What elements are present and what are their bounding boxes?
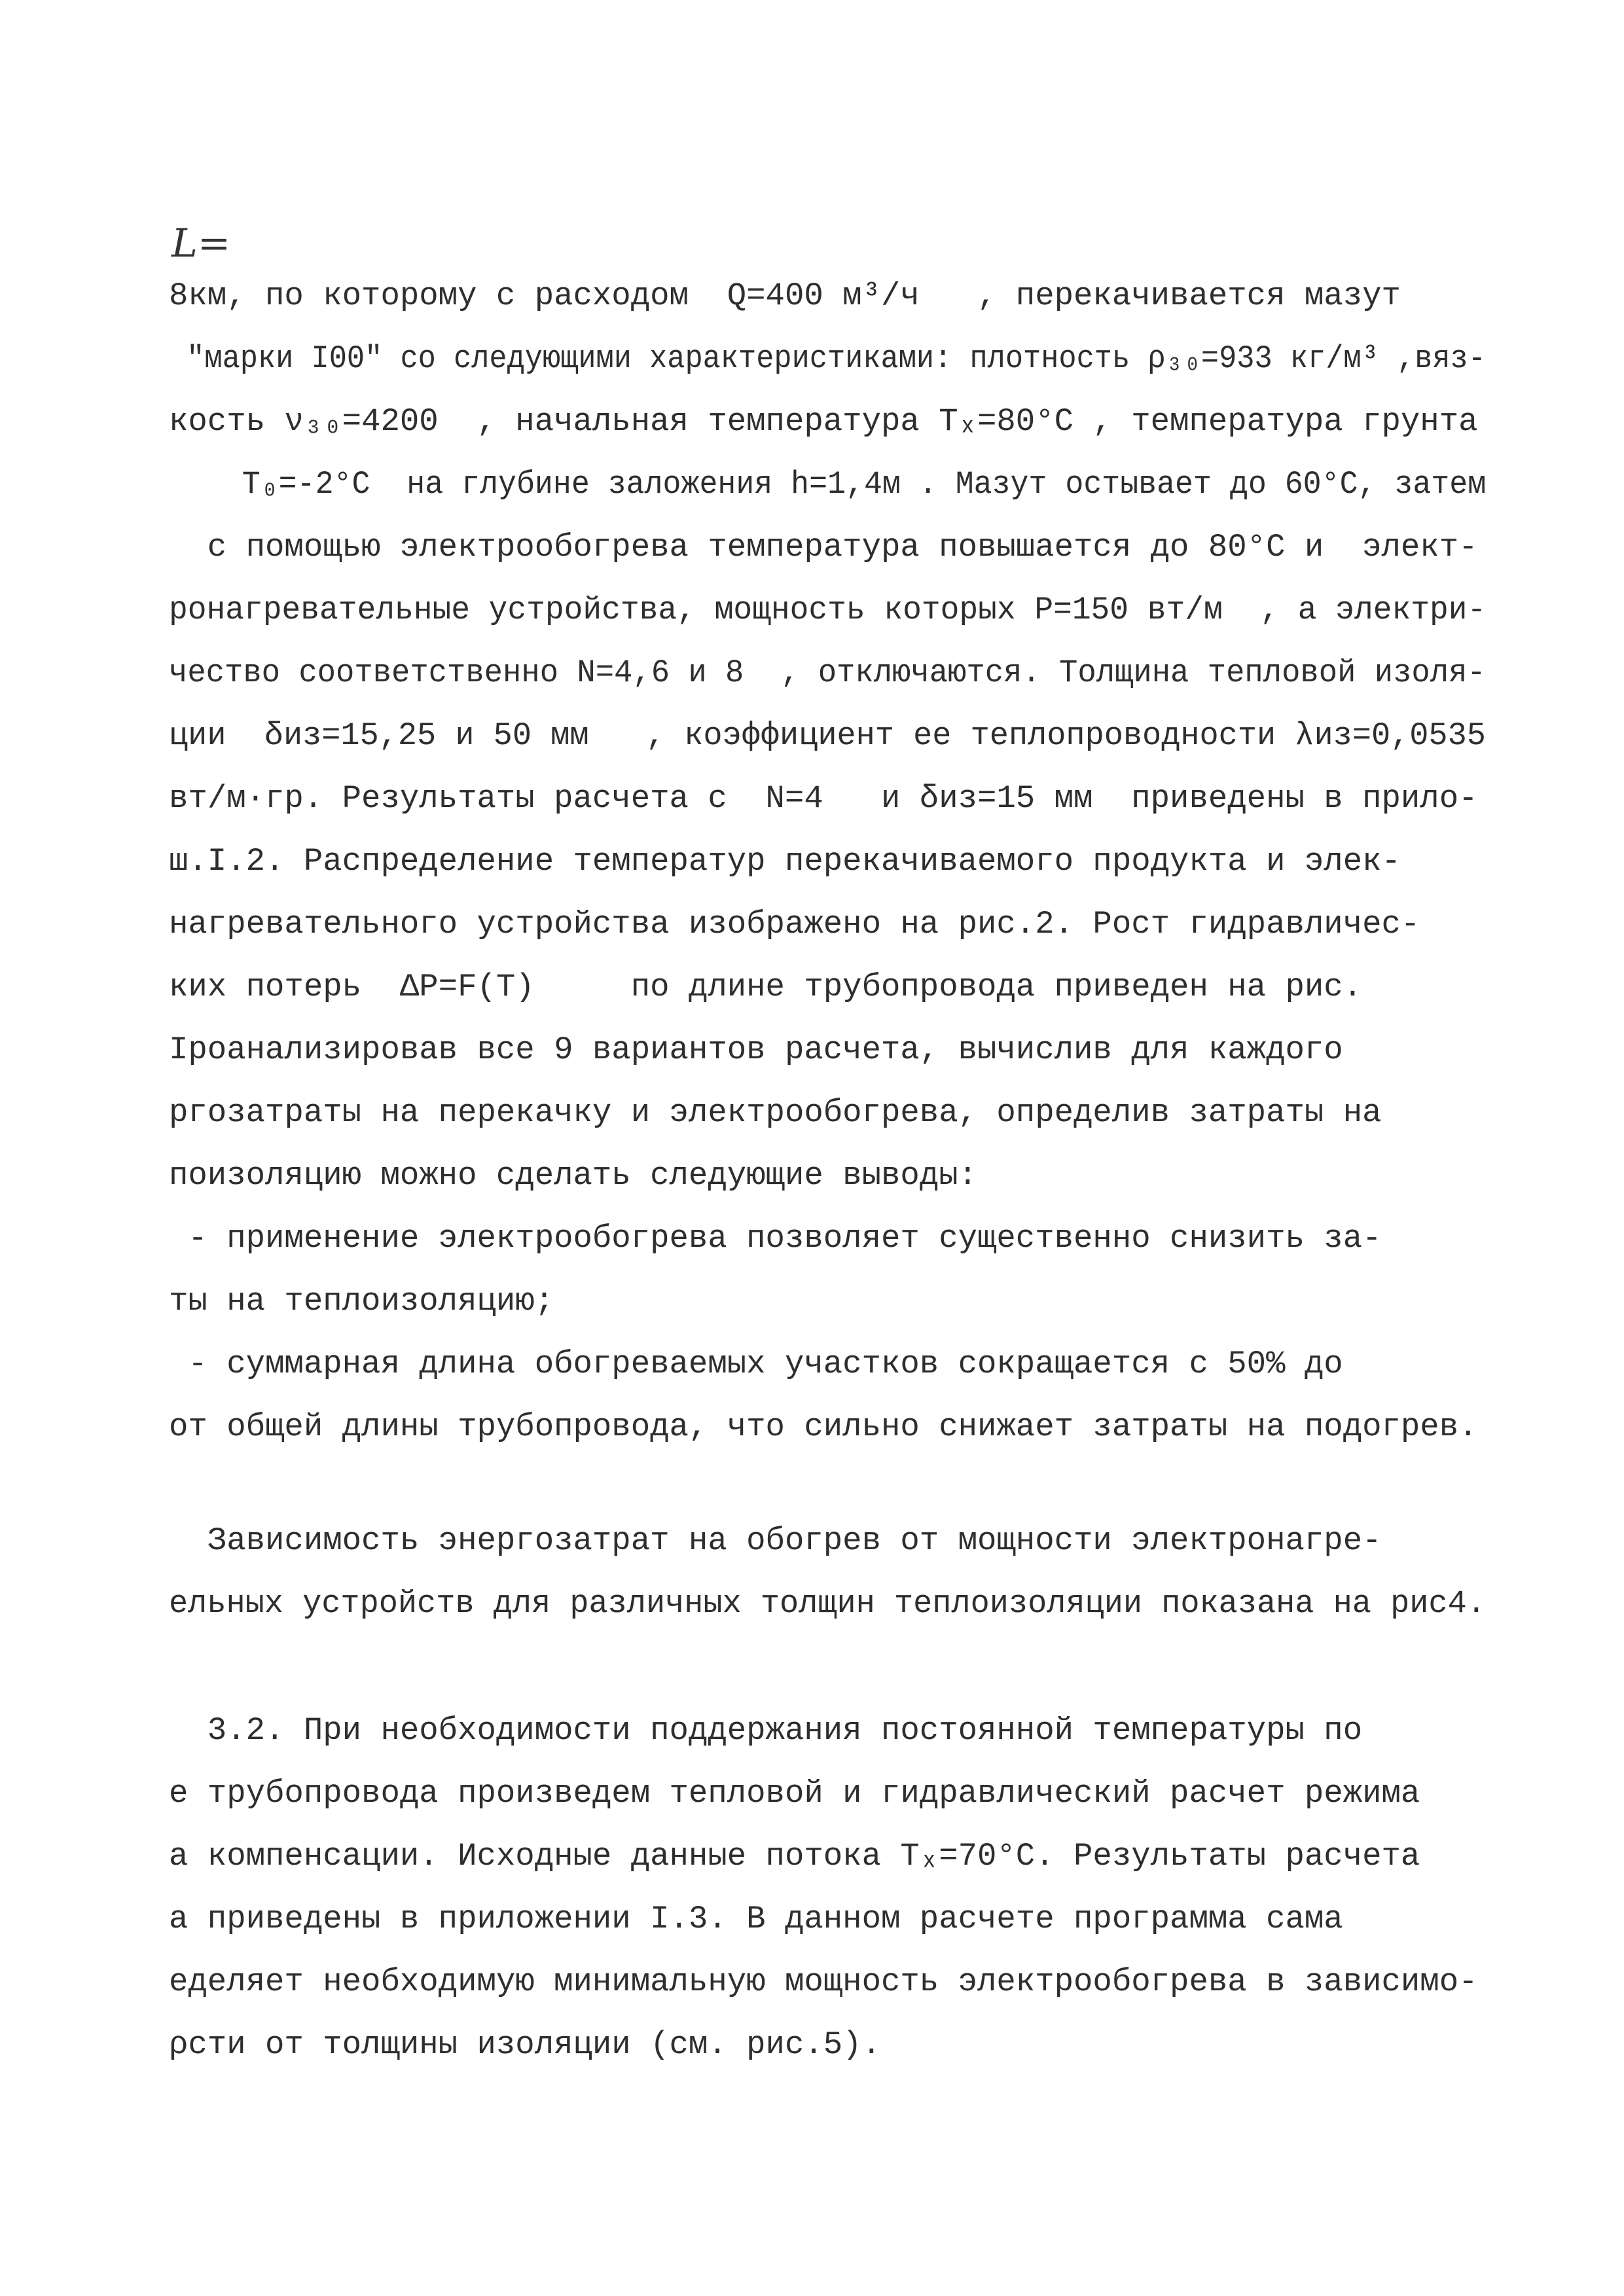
section-3-2-line: е трубопровода произведем тепловой и гидравлический расчет режима: [169, 1775, 1420, 1812]
main-paragraph-line: с помощью электрообогрева температура повышается до 80°C и элект-: [169, 529, 1478, 565]
main-paragraph-line: чество соответственно N=4,6 и 8 , отключаются. Толщина тепловой изоля-: [169, 655, 1486, 691]
main-paragraph-line: ции δиз=15,25 и 50 мм , коэффициент ее теплопроводности λиз=0,0535: [169, 717, 1486, 754]
energy-paragraph-line: ельных устройств для различных толщин теплоизоляции показана на рис4.: [169, 1585, 1486, 1622]
main-paragraph-line: ш.I.2. Распределение температур перекачиваемого продукта и элек-: [169, 843, 1401, 880]
section-3-2-line: а приведены в приложении I.3. В данном расчете программа сама: [169, 1901, 1343, 1937]
main-paragraph-line: ты на теплоизоляцию;: [169, 1283, 554, 1319]
header-mark: L=: [171, 221, 231, 266]
main-paragraph-line: кость ν₃₀=4200 , начальная температура Tₓ=80°C , температура грунта: [169, 403, 1478, 440]
main-paragraph-line: Iроанализировав все 9 вариантов расчета, вычислив для каждого: [169, 1031, 1343, 1068]
section-3-2-line: еделяет необходимую минимальную мощность электрообогрева в зависимо-: [169, 1964, 1478, 2000]
main-paragraph-line: T₀=-2°C на глубине заложения h=1,4м . Мазут остывает до 60°C, затем: [169, 466, 1487, 503]
main-paragraph-line: вт/м·гр. Результаты расчета с N=4 и δиз=15 мм приведены в прило-: [169, 780, 1478, 817]
main-paragraph-line: 8км, по которому с расходом Q=400 м³/ч , перекачивается мазут: [169, 278, 1401, 314]
main-paragraph-line: "марки I00" со следующими характеристиками: плотность ρ₃₀=933 кг/м³ ,вяз-: [169, 340, 1486, 377]
energy-paragraph-line: Зависимость энергозатрат на обогрев от мощности электронагре-: [169, 1522, 1382, 1559]
main-paragraph-line: нагревательного устройства изображено на рис.2. Рост гидравличес-: [169, 906, 1420, 942]
main-paragraph-line: - применение электрообогрева позволяет существенно снизить за-: [169, 1220, 1382, 1257]
main-paragraph-line: ронагревательные устройства, мощность которых P=150 вт/м , а электри-: [169, 592, 1487, 628]
main-paragraph-line: - суммарная длина обогреваемых участков сокращается с 50% до: [169, 1346, 1343, 1382]
section-3-2-line: 3.2. При необходимости поддержания постоянной температуры по: [169, 1712, 1363, 1749]
section-3-2-line: а компенсации. Исходные данные потока Tₓ=70°C. Результаты расчета: [169, 1838, 1420, 1874]
section-3-2-line: ρсти от толщины изоляции (см. рис.5).: [169, 2026, 881, 2063]
main-paragraph-line: ких потерь ΔP=F(T) по длине трубопровода приведен на рис.: [169, 969, 1363, 1005]
main-paragraph-line: от общей длины трубопровода, что сильно снижает затраты на подогрев.: [169, 1408, 1478, 1445]
main-paragraph-line: ргозатраты на перекачку и электрообогрева, определив затраты на: [169, 1094, 1382, 1131]
main-paragraph-line: поизоляцию можно сделать следующие выводы:: [169, 1157, 978, 1194]
